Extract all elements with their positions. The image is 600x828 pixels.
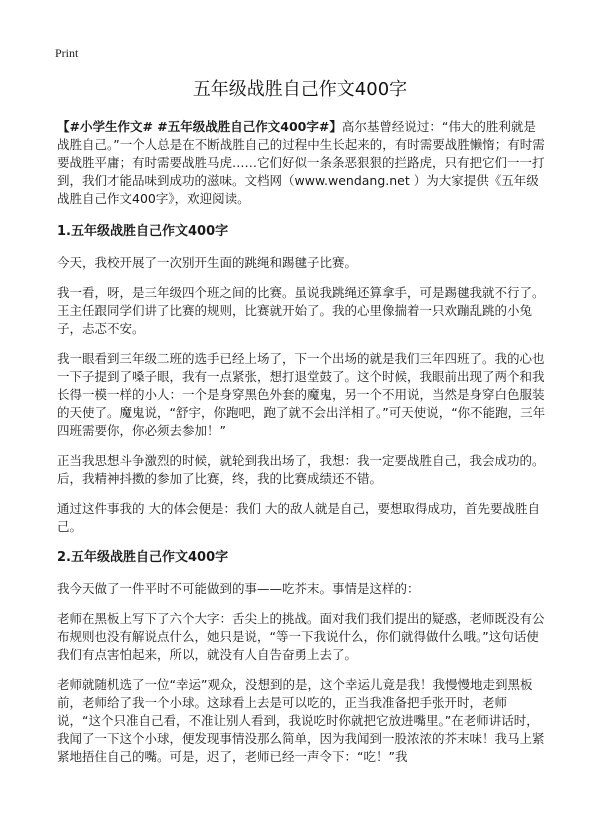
section-2-paragraph: 我今天做了一件平时不可能做到的事——吃芥末。事情是这样的： [57, 581, 420, 596]
section-1-paragraph: 今天，我校开展了一次别开生面的跳绳和踢毽子比赛。 [57, 255, 358, 270]
page-title: 五年级战胜自己作文400字 [192, 79, 408, 100]
section-2-paragraph: 老师就随机选了一位“幸运”观众，没想到的是，这个幸运儿竟是我！我慢慢地走到黑板前，老师给了我一个小球。这球看上去是可以吃的，正当我准备把手张开时，老师说，“这个只准自己看，不准让别人看到，我说吃时你就把它放进嘴里。”在老师讲话时，我闻了一下这个小球，便发现事情没那么简单，因为我闻到一股浓浓的芥末味！我马上紧紧地捂住自己的嘴。可是，迟了，老师已经一声令下：“吃！”我 [57, 677, 545, 764]
intro-tags: 【#小学生作文# #五年级战胜自己作文400字#】 [57, 119, 342, 134]
section-1-heading: 1.五年级战胜自己作文400字 [57, 224, 229, 239]
section-1-paragraph: 我一看，呀，是三年级四个班之间的比赛。虽说我跳绳还算拿手，可是踢毽我就不行了。王主任跟同学们讲了比赛的规则，比赛就开始了。我的心里像揣着一只欢蹦乱跳的小兔子，忐忑不安。 [57, 285, 545, 336]
section-1-paragraph: 我一眼看到三年级二班的选手已经上场了，下一个出场的就是我们三年四班了。我的心也一下子提到了嗓子眼，我有一点紧张，想打退堂鼓了。这个时候，我眼前出现了两个和我长得一模一样的小人：一个是身穿黑色外套的魔鬼，另一个不用说，当然是身穿白色服装的天使了。魔鬼说，“舒宇，你跑吧，跑了就不会出洋相了。”可天使说，“你不能跑，三年四班需要你，你必须去参加！” [57, 351, 546, 438]
section-2-heading: 2.五年级战胜自己作文400字 [57, 550, 229, 565]
section-1-paragraph: 正当我思想斗争激烈的时候，就轮到我出场了，我想：我一定要战胜自己，我会成功的。后，我精神抖擞的参加了比赛，终，我的比赛成绩还不错。 [57, 453, 545, 486]
intro-text: 高尔基曾经说过：“伟大的胜利就是战胜自己。”一个人总是在不断战胜自己的过程中生长起来的，有时需要战胜懒惰；有时需要战胜平庸；有时需要战胜马虎……它们好似一条条恶狠狠的拦路虎，只有把它们一一打到，我们才能品味到成功的滋味。文档网（www.wendang.net ）为大家提供《五年级战胜自己作文400字》，欢迎阅读。 [57, 119, 545, 206]
article-body [57, 118, 547, 778]
section-2-paragraph: 老师在黑板上写下了六个大字：舌尖上的挑战。面对我们我们提出的疑惑，老师既没有公布规则也没有解说点什么，她只是说，“等一下我说什么，你们就得做什么哦。”这句话使我们有点害怕起来，所以，就没有人自告奋勇上去了。 [57, 611, 545, 662]
section-1-paragraph: 通过这件事我的 大的体会便是：我们 大的敌人就是自己，要想取得成功，首先要战胜自己。 [57, 501, 540, 534]
intro-paragraph [57, 118, 547, 208]
print-link[interactable]: Print [55, 46, 79, 60]
